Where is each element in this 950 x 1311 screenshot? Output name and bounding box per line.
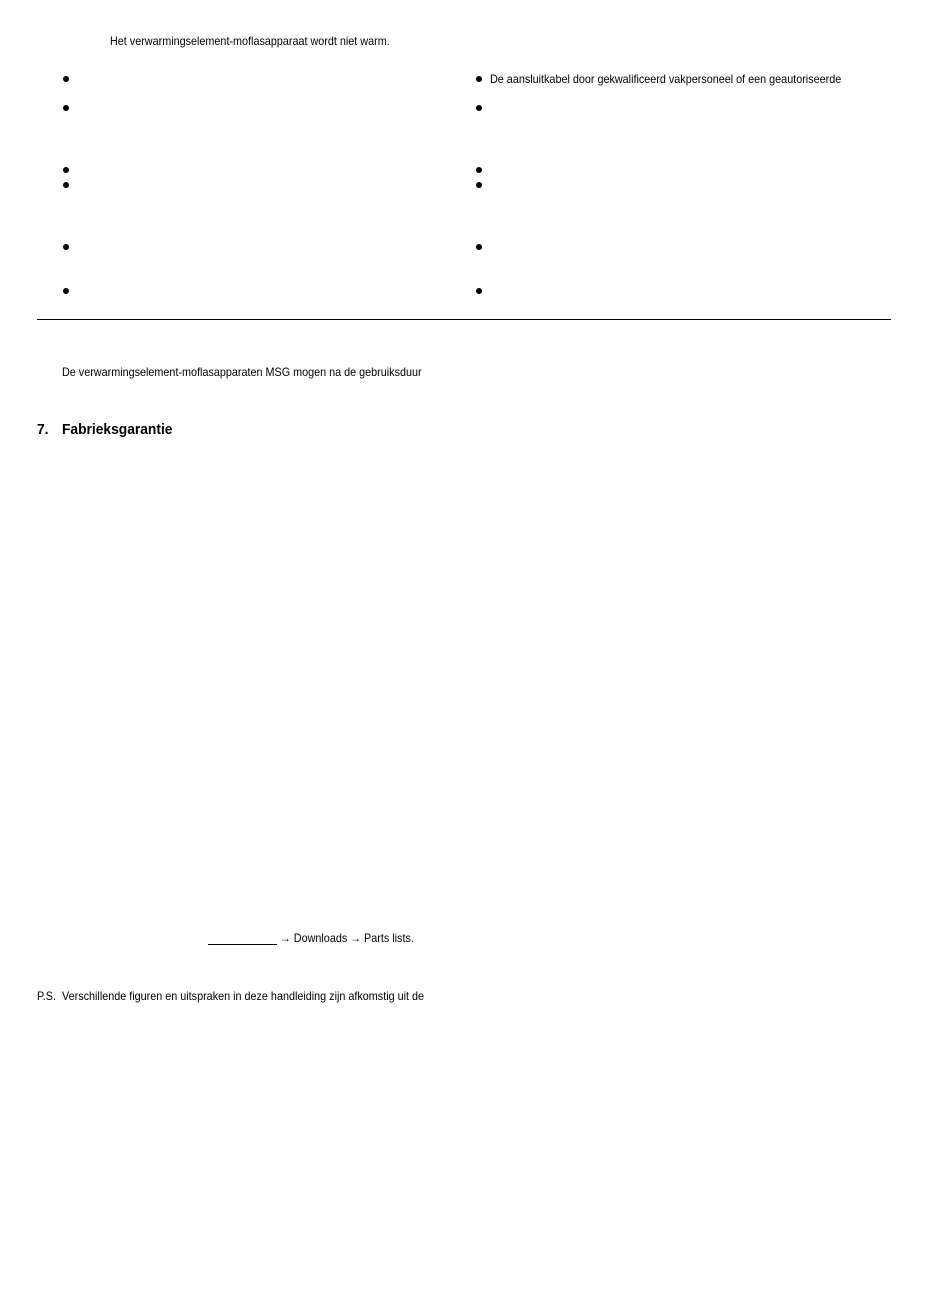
cause-bullet-6 xyxy=(63,288,69,294)
disposal-text: De verwarmingselement-moflasapparaten MSG mogen na de gebruiksduur xyxy=(62,365,422,379)
remedy-bullet-1 xyxy=(476,76,482,82)
section-title: Fabrieksgarantie xyxy=(62,421,173,438)
cause-bullet-1 xyxy=(63,76,69,82)
section-number: 7. xyxy=(37,421,49,438)
cause-bullet-2 xyxy=(63,105,69,111)
remedy-bullet-2 xyxy=(476,105,482,111)
cause-bullet-5 xyxy=(63,244,69,250)
postscript-text: Verschillende figuren en uitspraken in deze handleiding zijn afkomstig uit de xyxy=(62,989,425,1003)
remedy-bullet-3 xyxy=(476,167,482,173)
fault-description: Het verwarmingselement-moflasapparaat wordt niet warm. xyxy=(110,34,390,48)
postscript-label: P.S. xyxy=(37,989,57,1003)
remedy-text-1: De aansluitkabel door gekwalificeerd vakpersoneel of een geautoriseerde xyxy=(490,72,842,86)
cause-bullet-3 xyxy=(63,167,69,173)
cause-bullet-4 xyxy=(63,182,69,188)
url-underline[interactable] xyxy=(208,944,277,945)
remedy-bullet-4 xyxy=(476,182,482,188)
remedy-bullet-6 xyxy=(476,288,482,294)
table-bottom-rule xyxy=(37,319,891,320)
parts-list-path: → Downloads → Parts lists. xyxy=(280,931,414,945)
remedy-bullet-5 xyxy=(476,244,482,250)
